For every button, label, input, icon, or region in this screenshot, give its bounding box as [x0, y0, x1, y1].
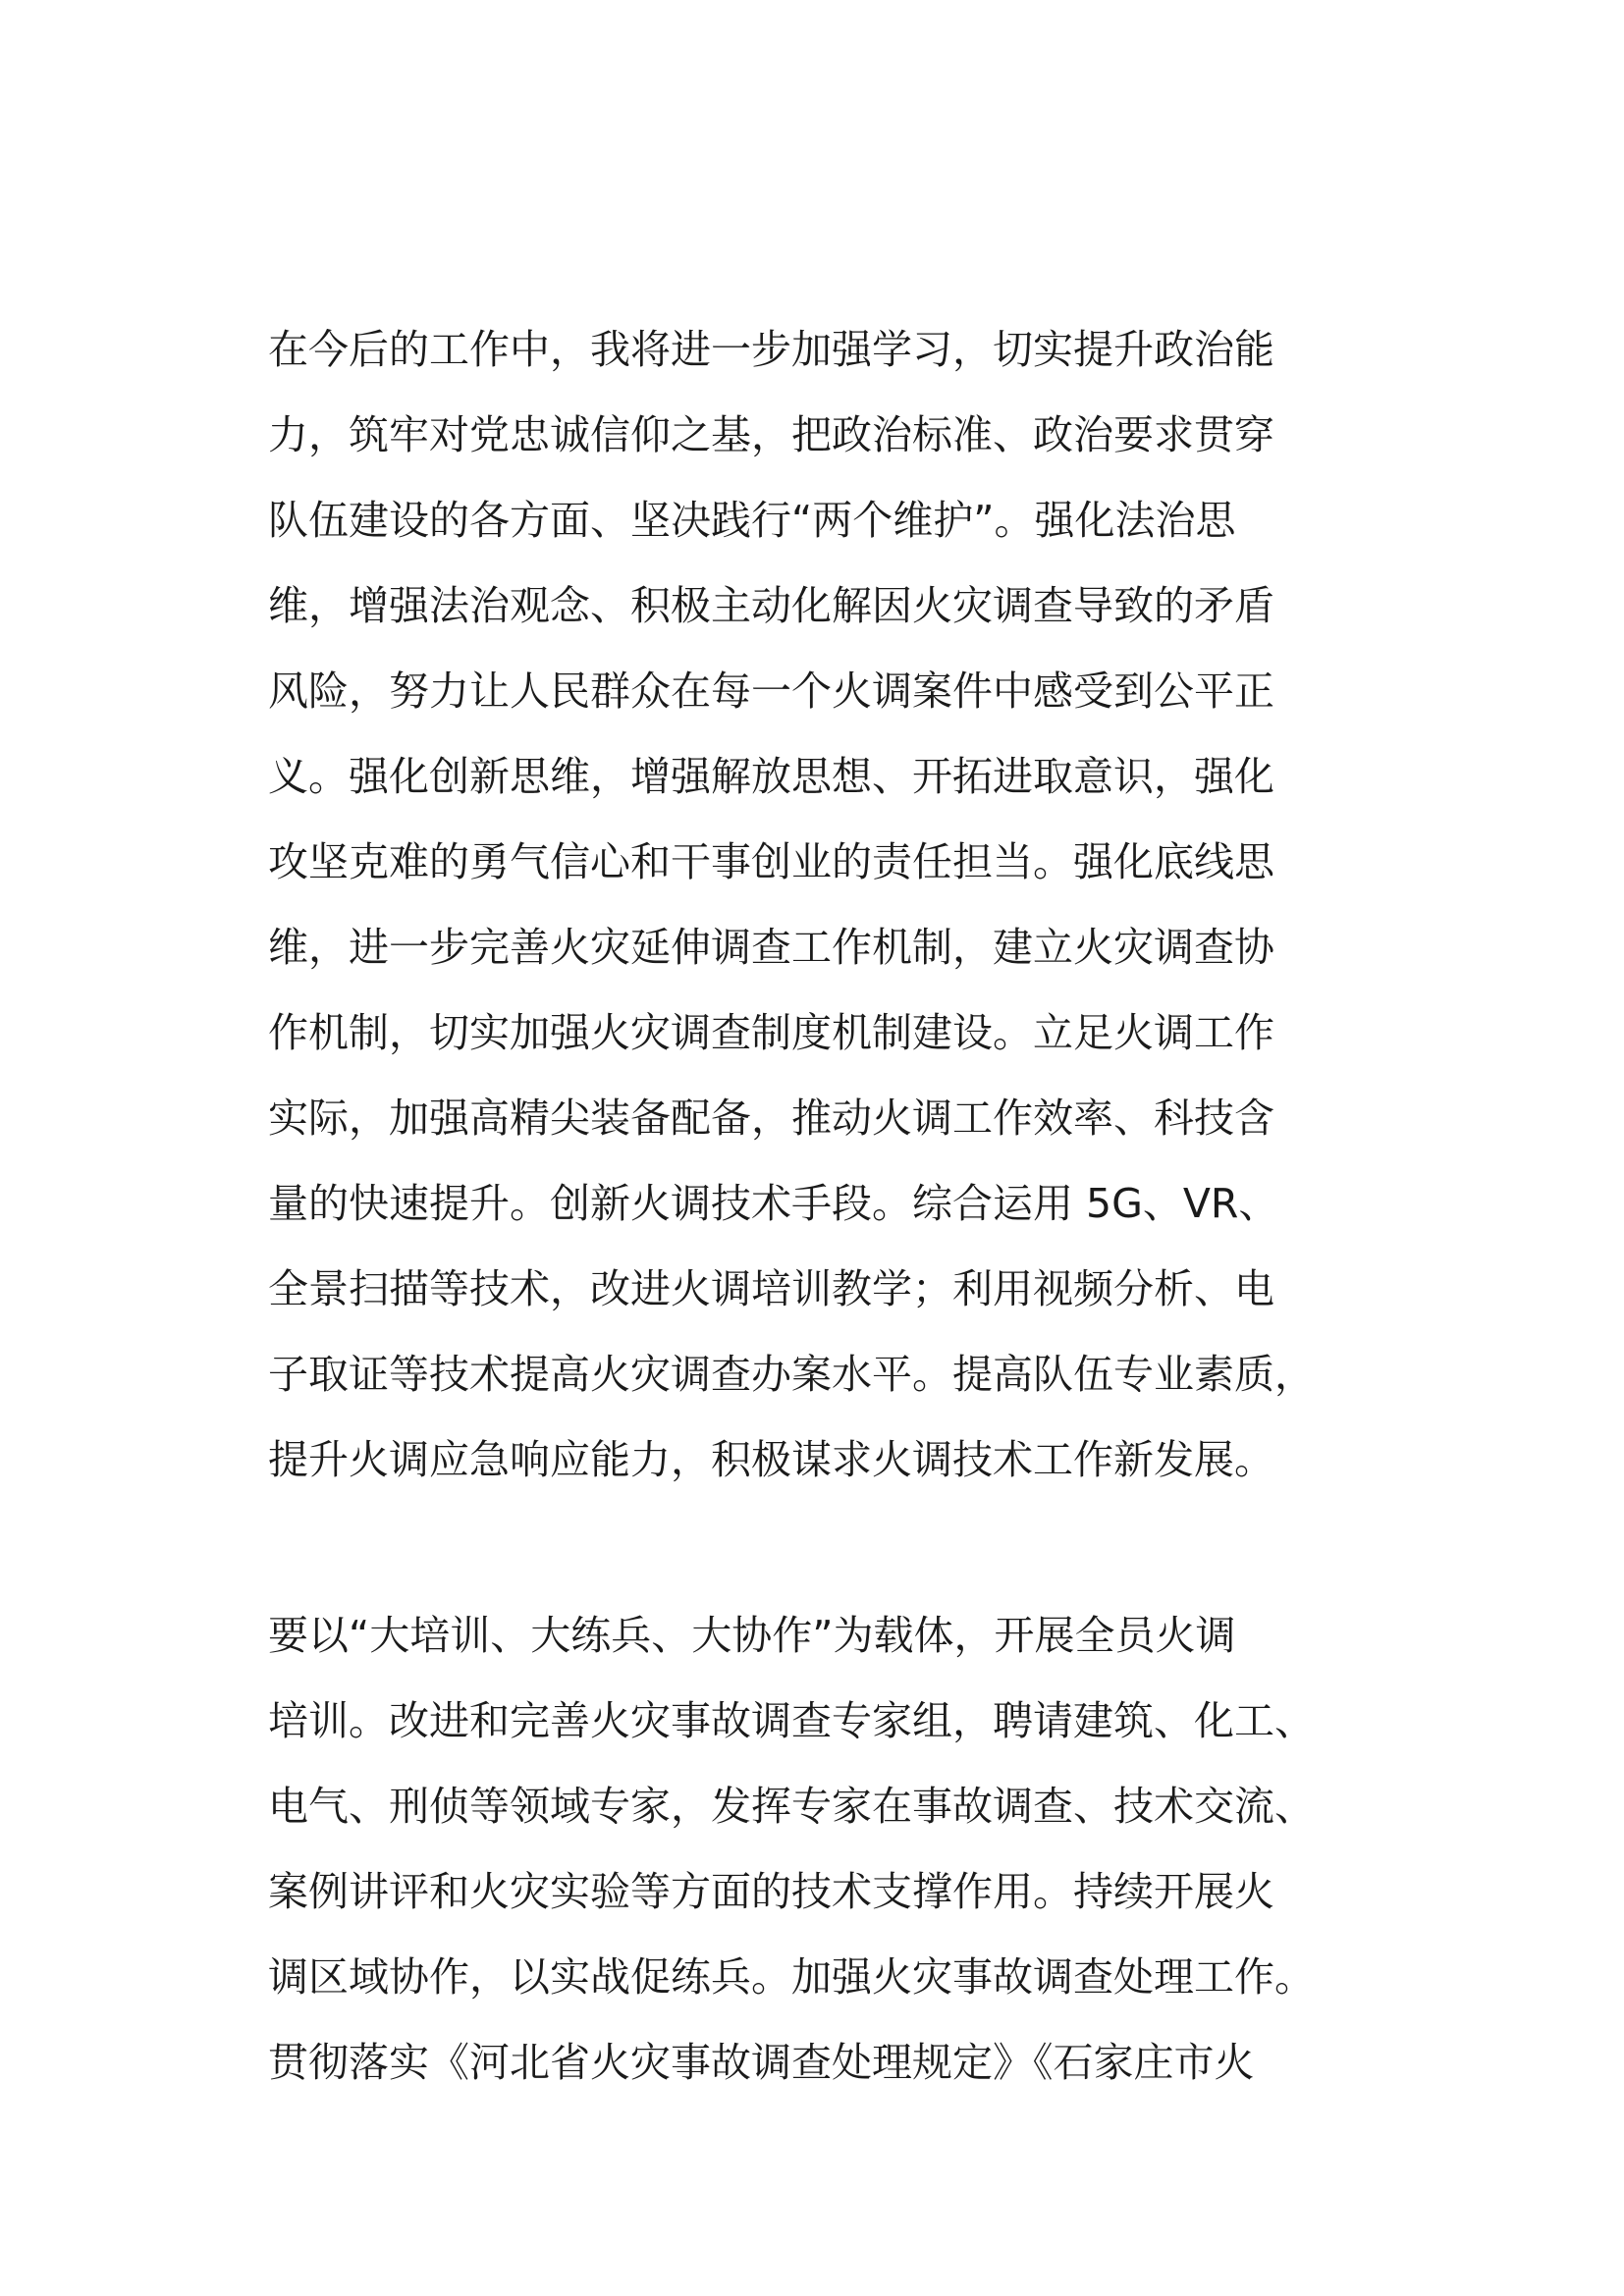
text-line: 在今后的工作中，我将进一步加强学习，切实提升政治能 — [268, 326, 1274, 373]
text-line: 量的快速提升。创新火调技术手段。综合运用 5G、VR、 — [268, 1180, 1279, 1227]
text-line: 攻坚克难的勇气信心和干事创业的责任担当。强化底线思 — [268, 838, 1274, 885]
paragraph-1 — [268, 307, 1387, 1503]
text-line: 义。强化创新思维，增强解放思想、开拓进取意识，强化 — [268, 753, 1274, 800]
text-line: 作机制，切实加强火灾调查制度机制建设。立足火调工作 — [268, 1009, 1274, 1056]
text-line: 维，进一步完善火灾延伸调查工作机制，建立火灾调查协 — [268, 924, 1274, 971]
paragraph-2 — [268, 1593, 1387, 2106]
text-line: 维，增强法治观念、积极主动化解因火灾调查导致的矛盾 — [268, 582, 1274, 629]
text-line: 要以“大培训、大练兵、大协作”为载体，开展全员火调 — [268, 1612, 1236, 1659]
text-line: 贯彻落实《河北省火灾事故调查处理规定》《石家庄市火 — [268, 2039, 1255, 2086]
text-line: 全景扫描等技术，改进火调培训教学；利用视频分析、电 — [268, 1265, 1274, 1312]
text-line: 调区域协作，以实战促练兵。加强火灾事故调查处理工作。 — [268, 1953, 1315, 2001]
text-line: 队伍建设的各方面、坚决践行“两个维护”。强化法治思 — [268, 497, 1236, 544]
text-line: 提升火调应急响应能力，积极谋求火调技术工作新发展。 — [268, 1436, 1274, 1483]
text-line: 电气、刑侦等领域专家，发挥专家在事故调查、技术交流、 — [268, 1783, 1315, 1830]
text-line: 风险，努力让人民群众在每一个火调案件中感受到公平正 — [268, 667, 1274, 715]
text-line: 实际，加强高精尖装备配备，推动火调工作效率、科技含 — [268, 1095, 1274, 1142]
text-line: 子取证等技术提高火灾调查办案水平。提高队伍专业素质， — [268, 1351, 1315, 1398]
text-line: 培训。改进和完善火灾事故调查专家组，聘请建筑、化工、 — [268, 1697, 1315, 1744]
text-line: 力，筑牢对党忠诚信仰之基，把政治标准、政治要求贯穿 — [268, 411, 1274, 458]
text-line: 案例讲评和火灾实验等方面的技术支撑作用。持续开展火 — [268, 1868, 1274, 1915]
